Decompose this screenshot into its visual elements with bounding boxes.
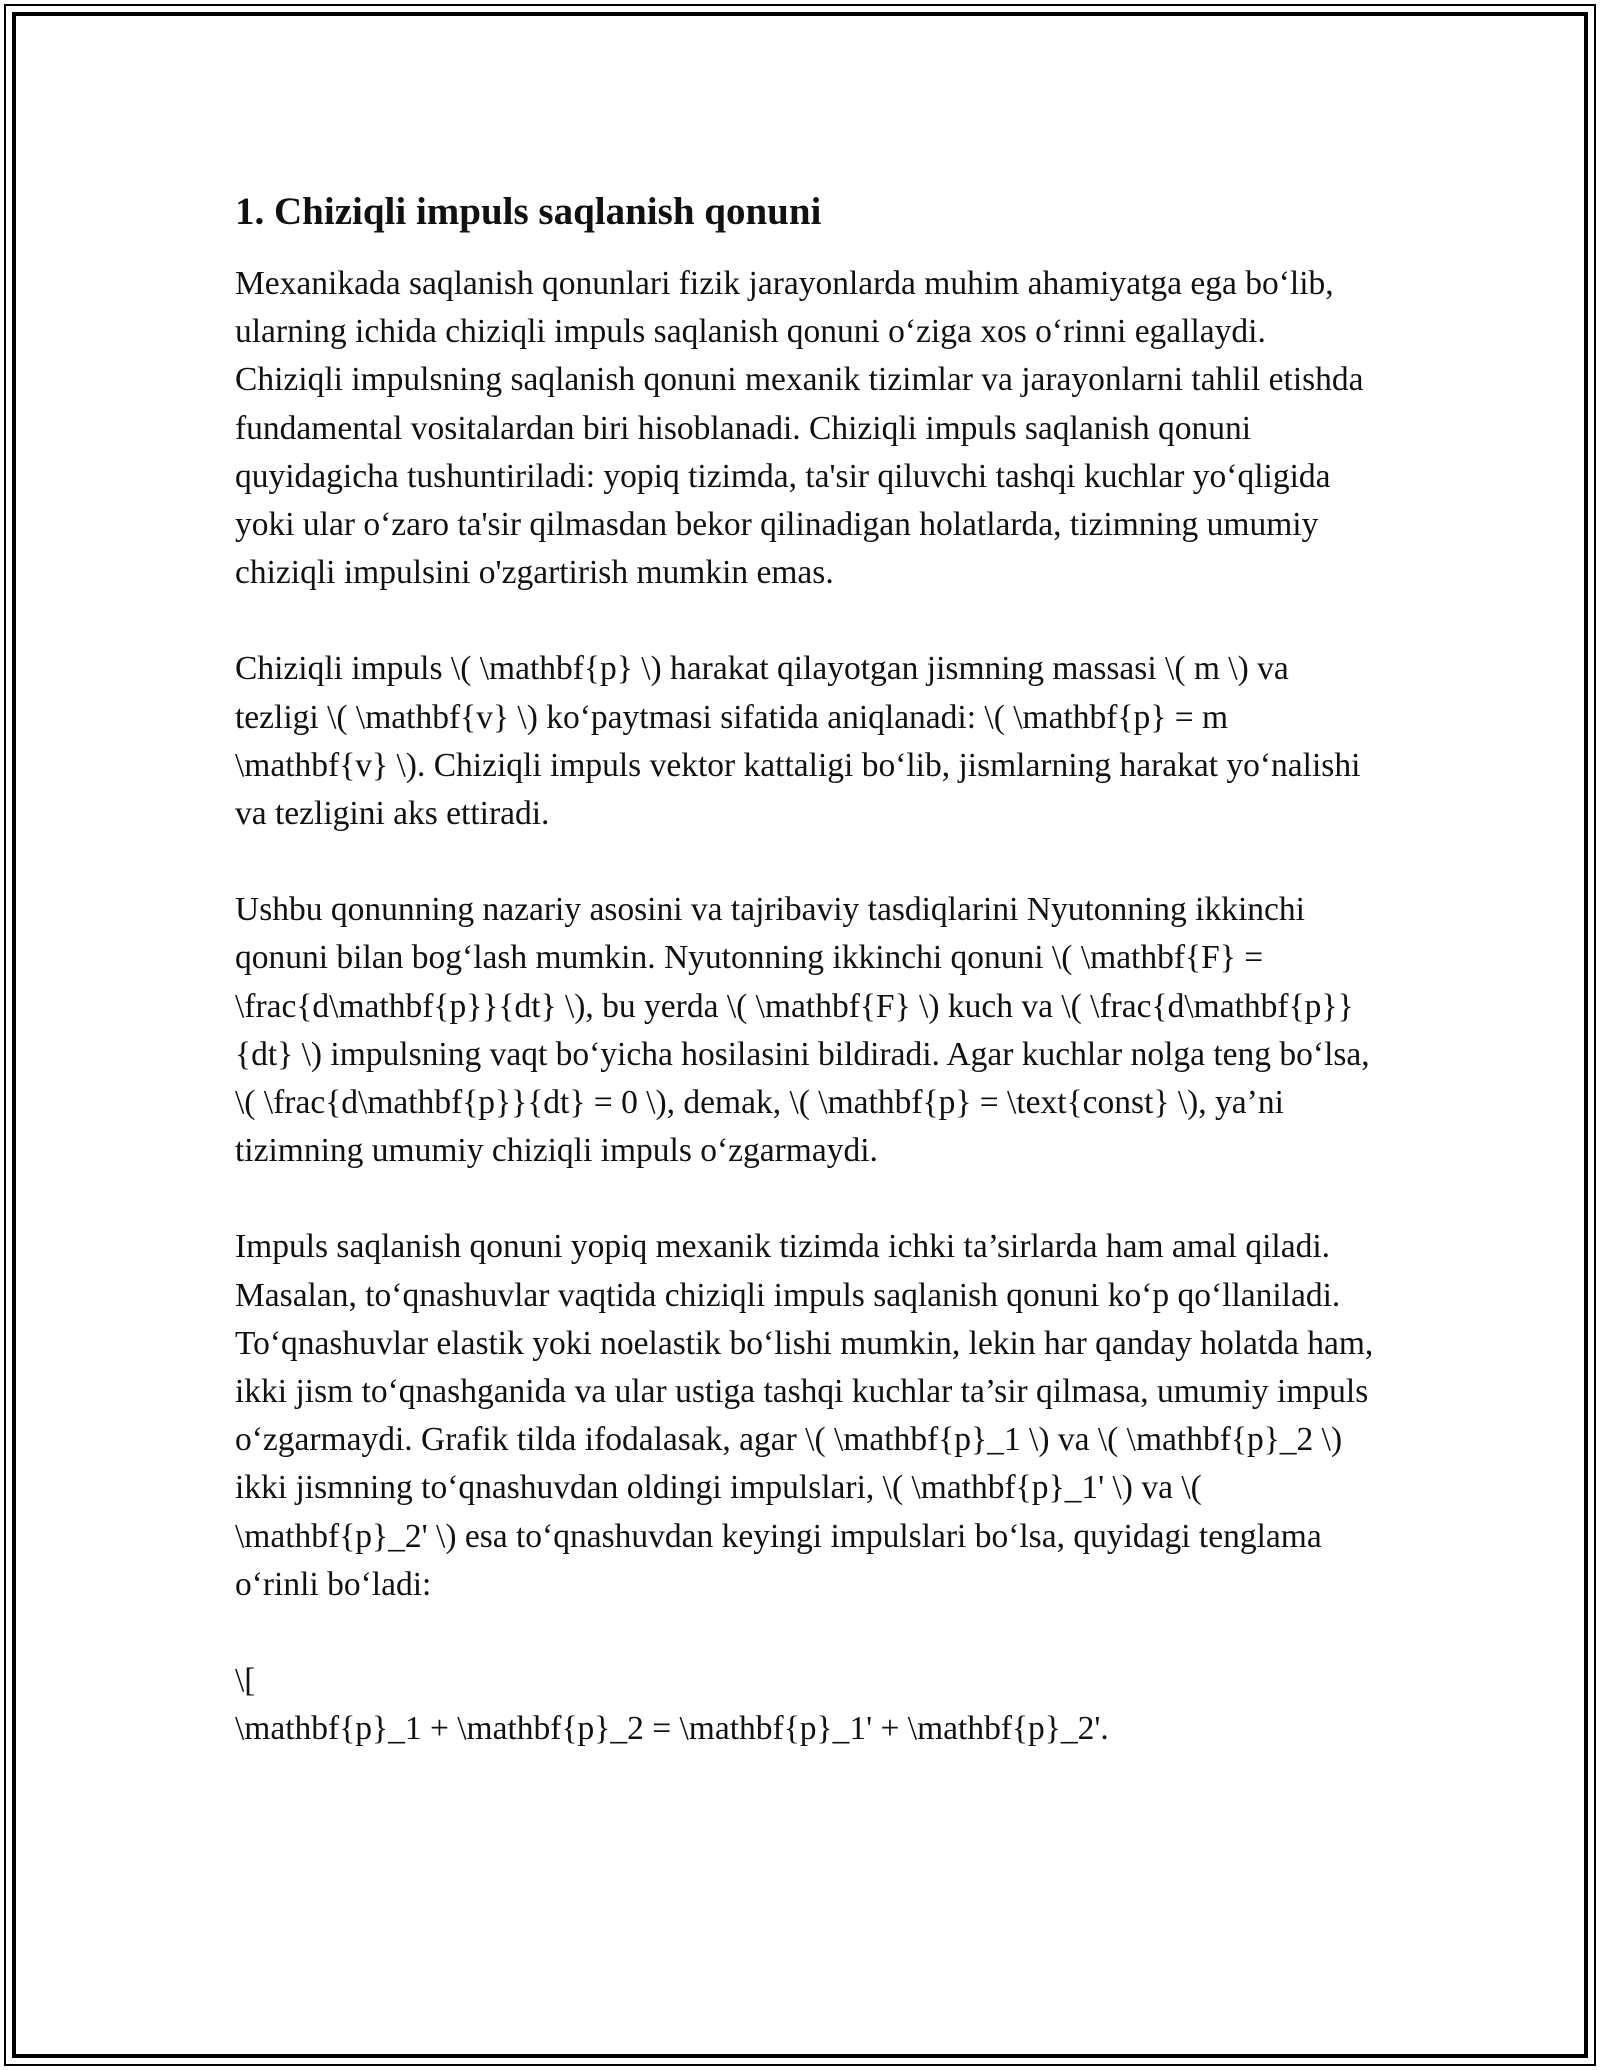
equation-open-delimiter: \[: [235, 1662, 256, 1700]
paragraph-newton-second-law: Ushbu qonunning nazariy asosini va tajribaviy tasdiqlarini Nyutonning ikkinchi qonuni bilan bog‘lash mumkin. Nyutonning ikkinchi qonuni \( \mathbf{F} = \frac{d\mathbf{p}}{dt} \), bu yerda \( \mathbf{F} \) kuch va \( \frac{d\mathbf{p}}{dt} \) impulsning vaqt bo‘yicha hosilasini bildiradi. Agar kuchlar nolga teng bo‘lsa, \( \frac{d\mathbf{p}}{dt} = 0 \), demak, \( \mathbf{p} = \text{const} \), ya’ni tizimning umumiy chiziqli impuls o‘zgarmaydi.: [235, 891, 1370, 1170]
document-body: [235, 186, 1375, 1753]
equation-body: \mathbf{p}_1 + \mathbf{p}_2 = \mathbf{p}_1' + \mathbf{p}_2'.: [235, 1710, 1109, 1748]
section-heading: 1. Chiziqli impuls saqlanish qonuni: [235, 190, 822, 233]
paragraph-intro: Mexanikada saqlanish qonunlari fizik jarayonlarda muhim ahamiyatga ega bo‘lib, ularning ichida chiziqli impuls saqlanish qonuni o‘ziga xos o‘rinni egallaydi. Chiziqli impulsning saqlanish qonuni mexanik tizimlar va jarayonlarni tahlil etishda fundamental vositalardan biri hisoblanadi. Chiziqli impuls saqlanish qonuni quyidagicha tushuntiriladi: yopiq tizimda, ta'sir qiluvchi tashqi kuchlar yo‘qligida yoki ular o‘zaro ta'sir qilmasdan bekor qilinadigan holatlarda, tizimning umumiy chiziqli impulsini o'zgartirish mumkin emas.: [235, 265, 1364, 592]
paragraph-collisions: Impuls saqlanish qonuni yopiq mexanik tizimda ichki ta’sirlarda ham amal qiladi. Masalan, to‘qnashuvlar vaqtida chiziqli impuls saqlanish qonuni ko‘p qo‘llaniladi. To‘qnashuvlar elastik yoki noelastik bo‘lishi mumkin, lekin har qanday holatda ham, ikki jism to‘qnashganida va ular ustiga tashqi kuchlar ta’sir qilmasa, umumiy impuls o‘zgarmaydi. Grafik tilda ifodalasak, agar \( \mathbf{p}_1 \) va \( \mathbf{p}_2 \) ikki jismning to‘qnashuvdan oldingi impulslari, \( \mathbf{p}_1' \) va \( \mathbf{p}_2' \) esa to‘qnashuvdan keyingi impulslari bo‘lsa, quyidagi tenglama o‘rinli bo‘ladi:: [235, 1228, 1374, 1603]
paragraph-momentum-definition: Chiziqli impuls \( \mathbf{p} \) harakat qilayotgan jismning massasi \( m \) va tezligi \( \mathbf{v} \) ko‘paytmasi sifatida aniqlanadi: \( \mathbf{p} = m \mathbf{v} \). Chiziqli impuls vektor kattaligi bo‘lib, jismlarning harakat yo‘nalishi va tezligini aks ettiradi.: [235, 650, 1361, 833]
